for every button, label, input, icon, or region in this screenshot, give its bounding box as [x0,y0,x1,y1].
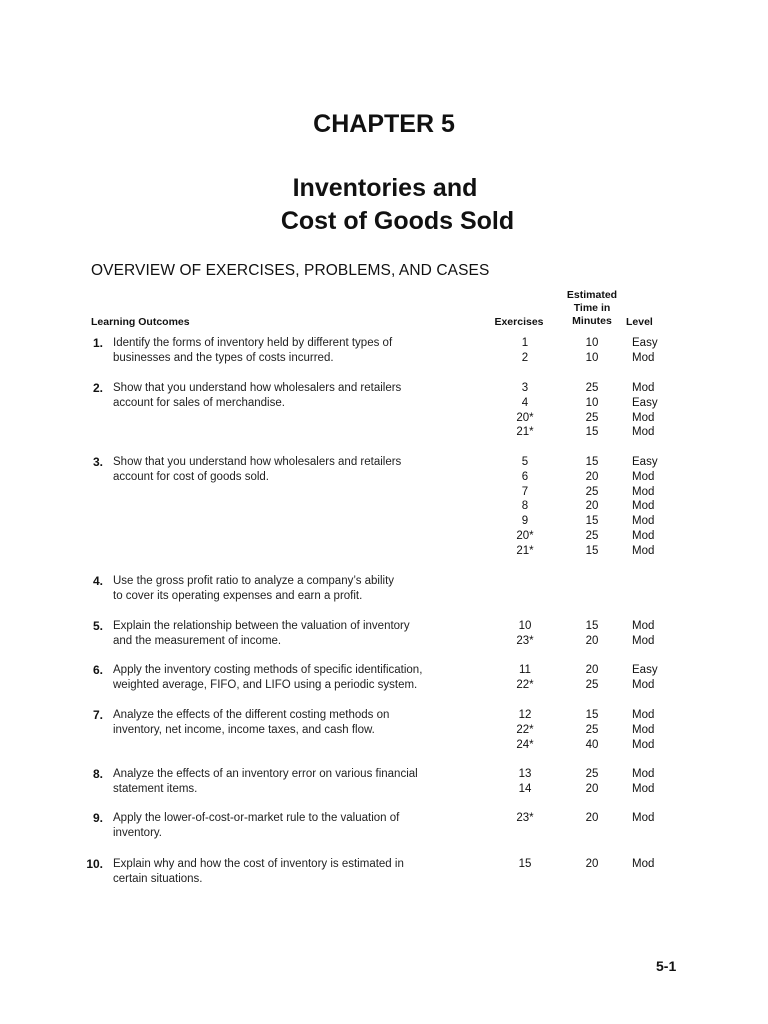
outcome-description-line: weighted average, FIFO, and LIFO using a periodic system. [113,679,418,691]
outcome-number: 10. [86,857,103,871]
exercise-number: 7 [521,485,529,498]
exercise-rows [490,767,690,797]
exercise-number: 10 [518,620,532,632]
exercise-row [490,455,690,470]
outcome-number: 8. [92,767,103,781]
outcome-description [113,811,473,841]
outcome-description-line: Use the gross profit ratio to analyze a company’s ability [113,575,395,587]
estimated-minutes: 15 [585,515,599,528]
estimated-minutes: 20 [585,500,599,513]
difficulty-level: Mod [632,470,655,483]
title-line-1: Inventories and [292,174,478,202]
exercise-row [490,396,690,411]
estimated-minutes: 25 [585,723,599,736]
exercise-row [490,708,690,723]
outcome-description-line: to cover its operating expenses and earn a profit. [113,590,363,602]
header-time-line-3: Minutes [572,315,612,327]
exercise-row [490,663,690,678]
outcome-number: 1. [92,336,103,350]
difficulty-level: Mod [632,678,655,691]
difficulty-level: Mod [632,529,655,542]
exercise-row [490,351,690,366]
difficulty-level: Mod [632,620,655,632]
estimated-minutes: 20 [585,858,599,870]
header-estimated-time [556,289,628,328]
exercise-row [490,485,690,500]
outcome-description [113,336,473,366]
difficulty-level: Mod [632,544,655,557]
exercise-row [490,857,690,872]
exercise-number: 22* [516,678,534,691]
exercise-row [490,723,690,738]
difficulty-level: Mod [632,426,655,439]
outcome-description-line: Explain why and how the cost of inventory is estimated in [113,858,404,870]
estimated-minutes: 10 [585,396,599,409]
exercise-number: 1 [521,337,529,349]
outcome-number: 5. [92,619,103,633]
overview-heading: OVERVIEW OF EXERCISES, PROBLEMS, AND CASES [91,262,490,279]
difficulty-level: Mod [632,411,655,424]
exercise-row [490,411,690,426]
difficulty-level: Mod [632,768,655,780]
exercise-rows [490,455,690,559]
outcome-number: 7. [92,708,103,722]
difficulty-level: Easy [632,337,658,349]
exercise-rows [490,663,690,693]
exercise-number: 8 [521,500,529,513]
exercise-row [490,514,690,529]
estimated-minutes: 20 [585,634,599,647]
header-time-line-1: Estimated [566,289,618,301]
exercise-number: 2 [521,351,529,364]
difficulty-level: Mod [632,782,655,795]
estimated-minutes: 25 [585,768,599,780]
exercise-row [490,425,690,440]
exercise-rows [490,336,690,366]
outcome-number: 4. [92,574,103,588]
header-level: Level [626,316,653,328]
outcome-description-line: statement items. [113,783,198,795]
difficulty-level: Mod [632,515,655,528]
exercise-rows [490,857,690,872]
outcome-description-line: account for sales of merchandise. [113,397,285,409]
header-time-line-2: Time in [573,302,611,314]
outcome-description-line: businesses and the types of costs incurred. [113,352,334,364]
estimated-minutes: 10 [585,337,599,349]
exercise-row [490,544,690,559]
estimated-minutes: 15 [585,544,599,557]
difficulty-level: Easy [632,396,658,409]
exercise-number: 14 [518,782,532,795]
estimated-minutes: 25 [585,485,599,498]
estimated-minutes: 40 [585,738,599,751]
exercise-number: 4 [521,396,529,409]
estimated-minutes: 20 [585,782,599,795]
outcome-description-line: and the measurement of income. [113,635,282,647]
difficulty-level: Mod [632,812,655,824]
estimated-minutes: 25 [585,678,599,691]
exercise-row [490,811,690,826]
difficulty-level: Mod [632,709,655,721]
exercise-row [490,634,690,649]
exercise-number: 23* [516,812,534,824]
exercise-number: 20* [516,529,534,542]
outcome-number: 2. [92,381,103,395]
outcome-description [113,857,473,887]
estimated-minutes: 10 [585,351,599,364]
exercise-number: 15 [518,858,532,870]
outcome-description-line: Explain the relationship between the valuation of inventory [113,620,410,632]
exercise-row [490,499,690,514]
exercise-number: 20* [516,411,534,424]
exercise-number: 24* [516,738,534,751]
estimated-minutes: 15 [585,709,599,721]
difficulty-level: Easy [632,456,658,468]
outcome-description [113,574,473,604]
exercise-rows [490,708,690,752]
exercise-row [490,381,690,396]
outcome-description-line: inventory, net income, income taxes, and cash flow. [113,724,375,736]
exercise-number: 12 [518,709,532,721]
exercise-number: 3 [521,382,529,394]
outcome-description [113,455,473,485]
estimated-minutes: 25 [585,529,599,542]
difficulty-level: Easy [632,664,658,676]
outcome-number: 9. [92,811,103,825]
outcome-description [113,381,473,411]
exercise-number: 21* [516,426,534,439]
difficulty-level: Mod [632,634,655,647]
outcome-description [113,619,473,649]
outcome-description-line: Apply the inventory costing methods of specific identification, [113,664,423,676]
exercise-number: 9 [521,515,529,528]
estimated-minutes: 15 [585,620,599,632]
outcome-description-line: certain situations. [113,873,203,885]
exercise-rows [490,811,690,826]
exercise-number: 22* [516,723,534,736]
outcome-description-line: Show that you understand how wholesalers and retailers [113,382,402,394]
exercise-row [490,738,690,753]
difficulty-level: Mod [632,382,655,394]
difficulty-level: Mod [632,500,655,513]
difficulty-level: Mod [632,723,655,736]
outcome-description-line: inventory. [113,827,163,839]
outcome-description-line: account for cost of goods sold. [113,471,269,483]
header-learning-outcomes: Learning Outcomes [91,316,190,328]
outcome-description [113,767,473,797]
estimated-minutes: 25 [585,411,599,424]
outcome-number: 6. [92,663,103,677]
exercise-number: 11 [519,664,531,676]
estimated-minutes: 20 [585,470,599,483]
outcome-description-line: Analyze the effects of an inventory error on various financial [113,768,418,780]
header-exercises: Exercises [494,316,544,328]
difficulty-level: Mod [632,738,655,751]
exercise-number: 5 [521,456,529,468]
outcome-description-line: Show that you understand how wholesalers and retailers [113,456,402,468]
exercise-number: 23* [516,634,534,647]
exercise-row [490,678,690,693]
difficulty-level: Mod [632,485,655,498]
estimated-minutes: 20 [585,664,599,676]
chapter-heading: CHAPTER 5 [313,110,455,138]
estimated-minutes: 25 [585,382,599,394]
exercise-rows [490,381,690,440]
exercise-rows [490,619,690,649]
outcome-description-line: Identify the forms of inventory held by different types of [113,337,393,349]
exercise-row [490,470,690,485]
outcome-description [113,663,473,693]
estimated-minutes: 20 [585,812,599,824]
difficulty-level: Mod [632,351,655,364]
exercise-row [490,782,690,797]
difficulty-level: Mod [632,858,655,870]
outcome-description-line: Apply the lower-of-cost-or-market rule to the valuation of [113,812,400,824]
exercise-number: 21* [516,544,534,557]
title-line-2: Cost of Goods Sold [280,207,515,235]
estimated-minutes: 15 [585,456,599,468]
exercise-number: 6 [521,470,529,483]
exercise-row [490,529,690,544]
exercise-row [490,336,690,351]
exercise-number: 13 [518,768,532,780]
page-number: 5-1 [656,958,677,974]
outcome-number: 3. [92,455,103,469]
exercise-row [490,619,690,634]
exercise-row [490,767,690,782]
outcome-description-line: Analyze the effects of the different costing methods on [113,709,390,721]
outcome-description [113,708,473,738]
estimated-minutes: 15 [585,426,599,439]
